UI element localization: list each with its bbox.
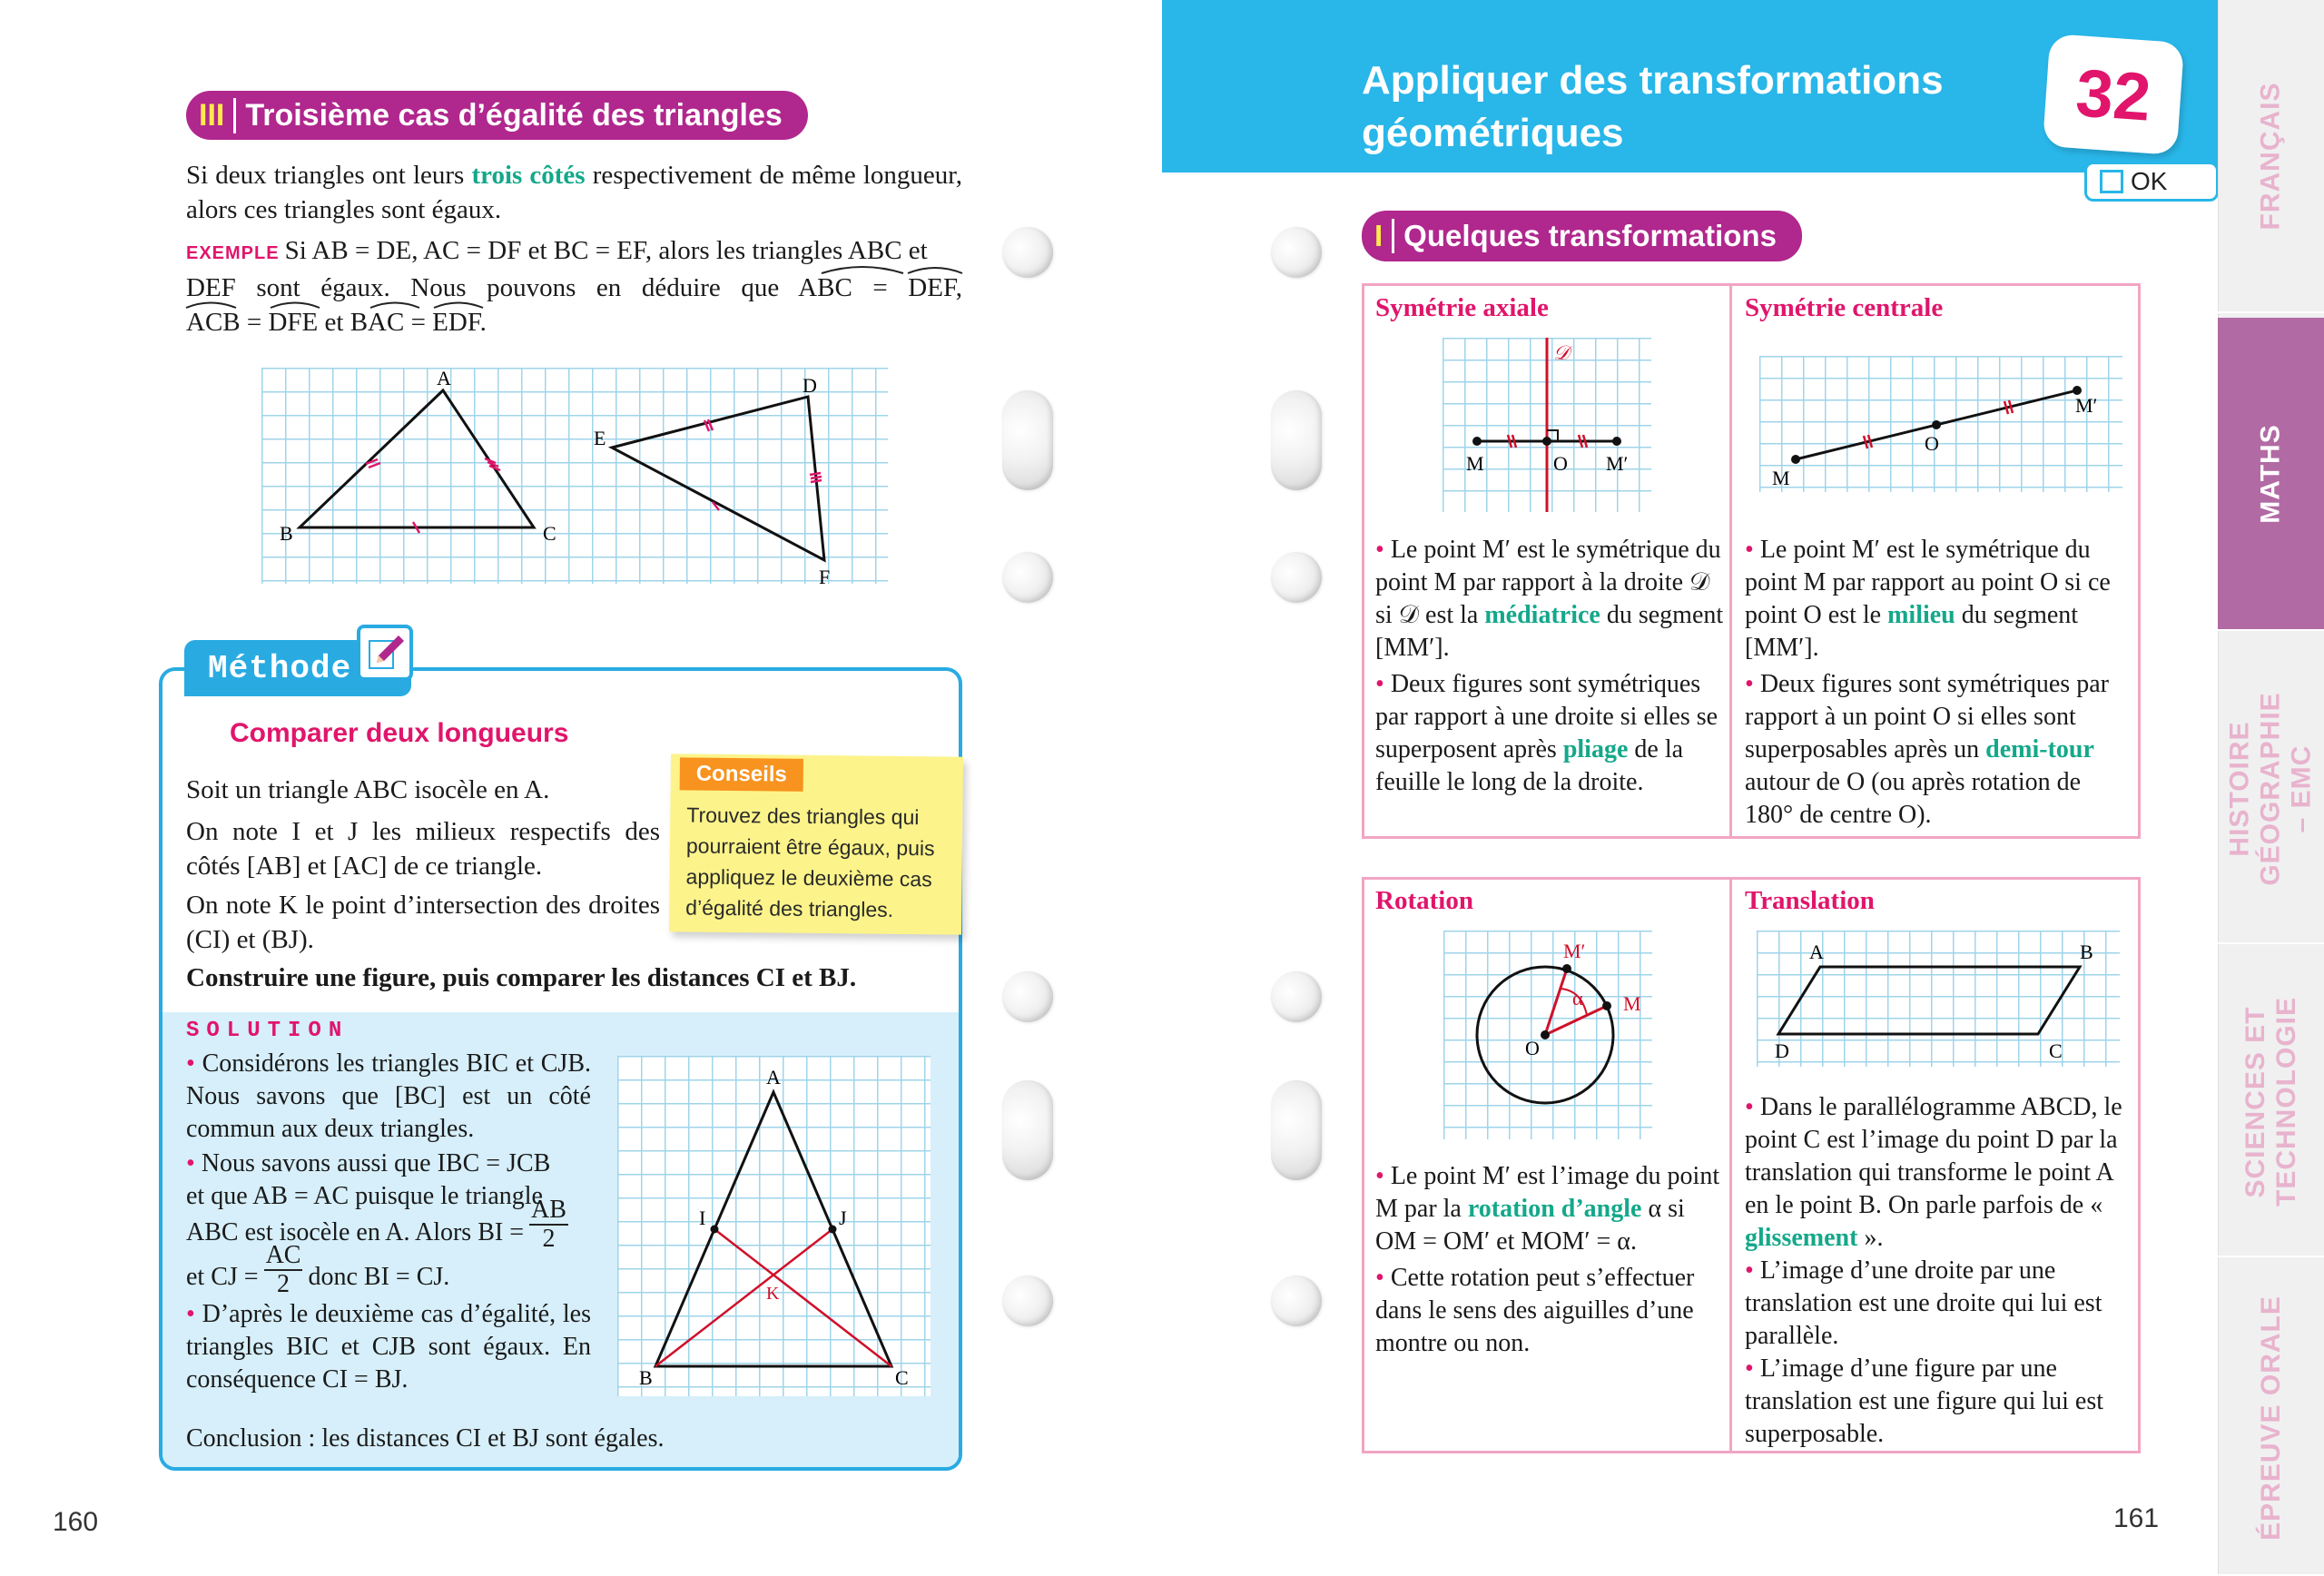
triangles-abc-def-figure (261, 368, 897, 595)
section-3-rule: Si deux triangles ont leurs trois côtés respectivement de même longueur, alors ces triangles sont égaux. (186, 161, 962, 224)
binder-slot (1002, 1080, 1053, 1180)
iso-label-b: B (639, 1366, 653, 1389)
translation-label-b: B (2080, 941, 2093, 963)
iso-label-j: J (839, 1207, 847, 1229)
tab-histoire-geographie[interactable]: HISTOIRE GÉOGRAPHIE – EMC (2218, 635, 2324, 944)
iso-label-i: I (699, 1207, 706, 1229)
tab-sciences-technologie[interactable]: SCIENCES ET TECHNOLOGIE (2218, 949, 2324, 1257)
methode-heading: Comparer deux longueurs (230, 718, 569, 748)
label-a: A (437, 368, 451, 389)
checkbox-square-icon[interactable] (2100, 170, 2123, 193)
binder-slot (1271, 1080, 1322, 1180)
translation-title: Translation (1745, 886, 1875, 915)
iso-label-k: K (766, 1284, 780, 1304)
label-e: E (594, 427, 606, 449)
iso-label-a: A (766, 1066, 781, 1088)
binder-hole (1271, 227, 1322, 278)
section-3-number: III (199, 98, 236, 133)
binder-hole (1271, 552, 1322, 603)
solution-point-2: • Nous savons aussi que IBC = JCB (186, 1149, 551, 1177)
binder-hole (1002, 1276, 1053, 1326)
centrale-label-m2: M′ (2075, 394, 2098, 417)
example-tag: EXEMPLE (186, 243, 280, 263)
translation-label-a: A (1809, 941, 1824, 963)
solution-conclusion: Conclusion : les distances CI et BJ sont égales. (186, 1424, 665, 1453)
rotation-label-o: O (1525, 1037, 1540, 1059)
solution-point-3: • D’après le deuxième cas d’égalité, les triangles BIC et CJB sont égaux. En conséquence CI = BJ. (186, 1300, 591, 1394)
centrale-label-m: M (1772, 467, 1790, 489)
tab-epreuve-orale[interactable]: ÉPREUVE ORALE (2218, 1262, 2324, 1576)
section-1-number: I (1374, 219, 1394, 253)
solution-label: SOLUTION (186, 1019, 350, 1043)
isoceles-triangle-figure (617, 1056, 935, 1401)
solution-text: • Considérons les triangles BIC et CJB. Nous savons que [BC] est un côté commun aux deux triangles. • Nous savons aussi que IBC = JCB et que AB = AC puisque le triangle ABC est isocèle en A. Alors BI = $\frac{AB}{2}$ et CJ = $\frac{AC}{2}$ donc BI = CJ. • D’après le deuxième cas d’égalité, les triangles BIC et CJB sont égaux. En conséquence CI = BJ. (186, 1048, 591, 1396)
tab-maths[interactable]: MATHS (2218, 318, 2324, 631)
binder-hole (1002, 552, 1053, 603)
binder-hole (1002, 227, 1053, 278)
axiale-label-m2: M′ (1606, 452, 1629, 475)
rotation-label-alpha: α (1572, 987, 1583, 1010)
conseils-note (669, 754, 963, 934)
axiale-label-o: O (1553, 452, 1568, 475)
binder-hole (1271, 1276, 1322, 1326)
triangle-def (612, 397, 824, 560)
ok-checkbox[interactable] (2084, 162, 2219, 202)
rotation-figure (1443, 931, 1661, 1148)
conseils-tag: Conseils (680, 757, 803, 791)
translation-label-d: D (1775, 1039, 1789, 1062)
symetrie-centrale-text: • Le point M′ est le symétrique du point M par rapport au point O si ce point O est le milieu du segment [MM′]. • Deux figures sont symétriques par rapport à un point O si elles sont superposables après un demi-tour autour de O (ou après rotation de 180° de centre O). (1745, 536, 2111, 829)
methode-p1: Soit un triangle ABC isocèle en A. (186, 775, 550, 804)
binder-slot (1002, 390, 1053, 490)
segment-bj (655, 1229, 832, 1366)
page-number-right: 161 (2113, 1503, 2160, 1533)
parallelogram-abcd (1778, 967, 2080, 1034)
binder-hole (1002, 971, 1053, 1022)
keyword-trois-cotes: trois côtés (471, 161, 586, 190)
triangle-abc (300, 390, 534, 527)
rotation-title: Rotation (1375, 886, 1473, 915)
label-b: B (280, 522, 293, 545)
symetrie-axiale-text: • Le point M′ est le symétrique du point M par rapport à la droite 𝒟 si 𝒟 est la médiatrice du segment [MM′]. • Deux figures sont symétriques par rapport à une droite si elles se superposent après pliage de la feuille le long de la droite. (1375, 536, 1724, 796)
pencil-icon (357, 625, 413, 681)
chapter-title: Appliquer des transformations géométriques (1362, 58, 1944, 155)
translation-label-c: C (2049, 1039, 2063, 1062)
rotation-text: • Le point M′ est l’image du point M par la rotation d’angle α si OM = OM′ et MOM′ = α. • Cette rotation peut s’effectuer dans le sens des aiguilles d’une montre ou non. (1375, 1162, 1720, 1357)
axiale-label-m: M (1466, 452, 1484, 475)
methode-task: Construire une figure, puis comparer les distances CI et BJ. (186, 963, 857, 992)
conseils-text: Trouvez des triangles qui pourraient être égaux, puis appliquez le deuxième cas d’égalité des triangles. (685, 803, 935, 921)
angle-hat-marks (0, 0, 999, 345)
symetrie-axiale-figure (1443, 338, 1660, 519)
rotation-label-m2: M′ (1563, 940, 1586, 962)
label-d: D (803, 374, 817, 397)
page-number-left: 160 (53, 1507, 99, 1537)
segment-ci (714, 1229, 891, 1366)
ok-label: OK (2131, 167, 2168, 195)
translation-figure (1757, 931, 2129, 1076)
section-1-title (1362, 211, 1802, 261)
solution-point-1: • Considérons les triangles BIC et CJB. Nous savons que [BC] est un côté commun aux deux triangles. (186, 1049, 592, 1143)
fraction-ab-2: $\frac{AB}{2}$ (530, 1196, 566, 1253)
iso-label-c: C (895, 1366, 909, 1389)
rotation-label-m: M (1623, 992, 1641, 1015)
tab-francais[interactable]: FRANÇAIS (2218, 0, 2324, 313)
symetrie-centrale-figure (1759, 356, 2132, 501)
triangle-abc-iso (655, 1092, 891, 1366)
label-f: F (819, 566, 831, 588)
binder-slot (1271, 390, 1322, 490)
fraction-ac-2: $\frac{AC}{2}$ (265, 1241, 301, 1298)
section-3-heading: Troisième cas d’égalité des triangles (245, 97, 783, 133)
translation-text: • Dans le parallélogramme ABCD, le point C est l’image du point D par la translation qui transforme le point A en le point B. On parle parfois de « glissement ». • L’image d’une droite par une translation est une droite qui lui est parallèle. • L’image d’une figure par une translation est une figure qui lui est superposable. (1745, 1093, 2122, 1448)
symetrie-axiale-title: Symétrie axiale (1375, 293, 1549, 322)
axiale-label-d: 𝒟 (1553, 341, 1570, 364)
methode-tab: Méthode (184, 640, 411, 696)
chapter-number-card (2043, 34, 2184, 155)
methode-p2: On note I et J les milieux respectifs des côtés [AB] et [AC] de ce triangle. (186, 817, 660, 881)
chapter-number: 32 (2073, 54, 2153, 135)
binder-hole (1271, 971, 1322, 1022)
label-c: C (543, 522, 556, 545)
section-1-heading: Quelques transformations (1403, 219, 1777, 252)
symetrie-centrale-title: Symétrie centrale (1745, 293, 1944, 322)
methode-p3: On note K le point d’intersection des droites (CI) et (BJ). (186, 891, 660, 954)
section-3-example: EXEMPLE Si AB = DE, AC = DF et BC = EF, alors les triangles ABC et DEF sont égaux. Nous pouvons en déduire que ABC = DEF, ACB = DFE et BAC = EDF. (186, 236, 962, 337)
centrale-label-o: O (1925, 432, 1939, 455)
